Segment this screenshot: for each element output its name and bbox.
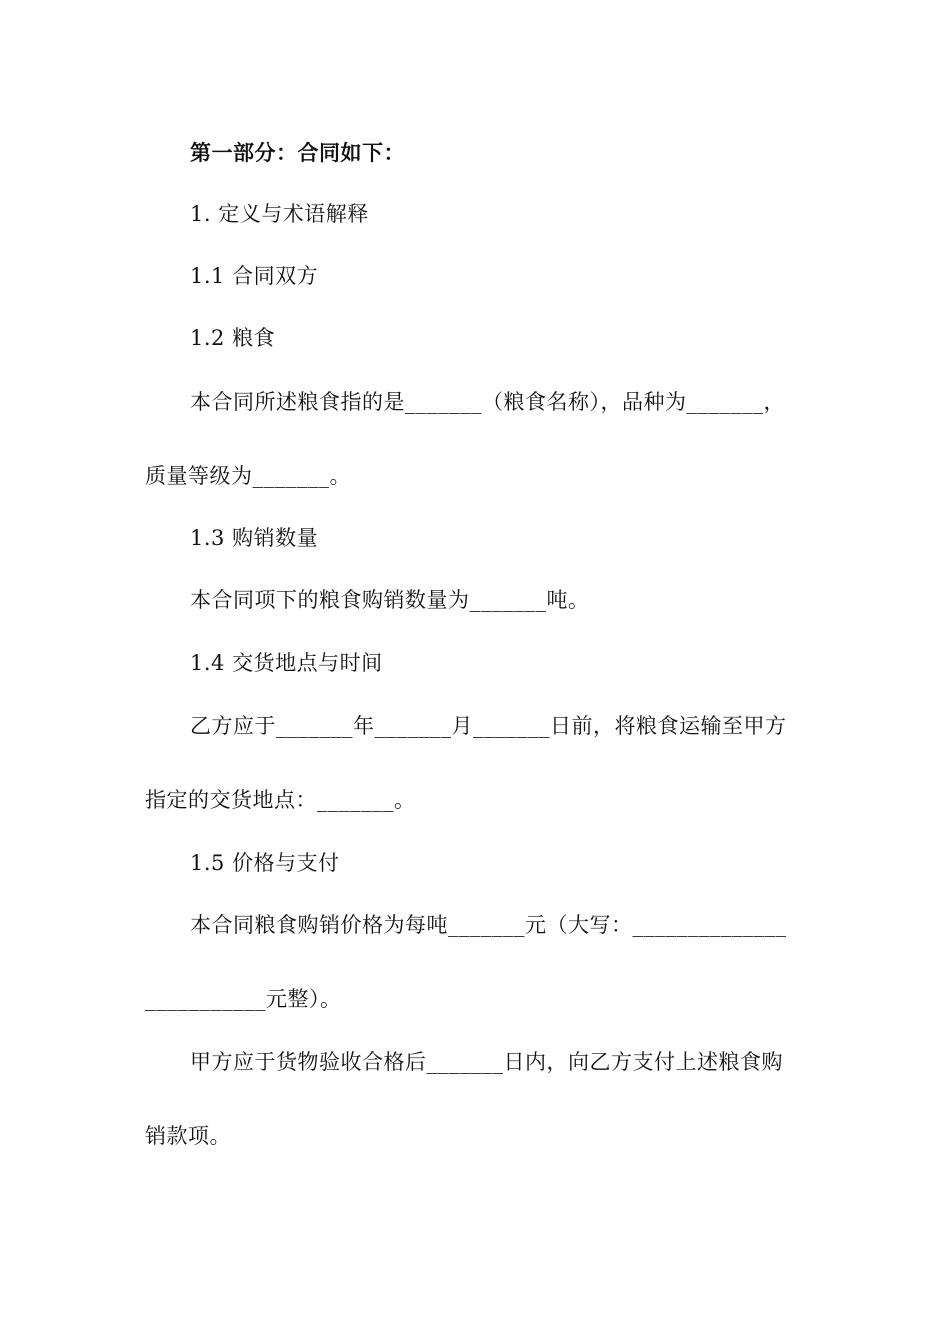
clause-title-1-1: 1.1 合同双方: [190, 264, 319, 288]
clause-title-1-4: 1.4 交货地点与时间: [190, 651, 383, 675]
clause-title-1: 1. 定义与术语解释: [190, 202, 369, 226]
price-paragraph-line1: 本合同粮食购销价格为每吨_______元（大写：______________: [190, 913, 787, 937]
payment-paragraph-line2: 销款项。: [145, 1124, 231, 1148]
quantity-paragraph: 本合同项下的粮食购销数量为_______吨。: [190, 588, 590, 612]
grain-paragraph-line2: 质量等级为_______。: [145, 464, 351, 488]
price-paragraph-line2: ___________元整）。: [145, 987, 342, 1011]
grain-paragraph-line1: 本合同所述粮食指的是_______（粮食名称），品种为_______，: [190, 390, 785, 414]
payment-paragraph-line1: 甲方应于货物验收合格后_______日内，向乙方支付上述粮食购: [190, 1050, 783, 1074]
clause-title-1-3: 1.3 购销数量: [190, 526, 319, 550]
delivery-paragraph-line2: 指定的交货地点：_______。: [145, 788, 416, 812]
delivery-paragraph-line1: 乙方应于_______年_______月_______日前，将粮食运输至甲方: [190, 714, 787, 738]
clause-title-1-5: 1.5 价格与支付: [190, 851, 340, 875]
section-heading: 第一部分：合同如下：: [190, 140, 405, 165]
clause-title-1-2: 1.2 粮食: [190, 326, 276, 350]
